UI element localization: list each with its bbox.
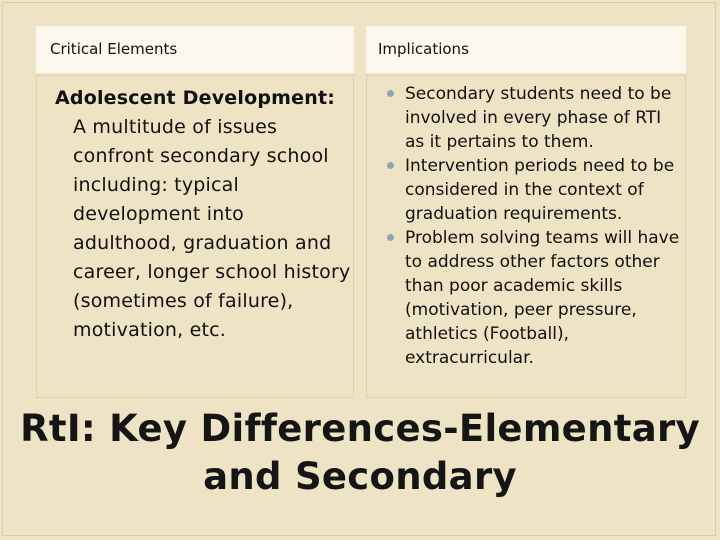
slide-title-line-2: and Secondary xyxy=(203,455,517,498)
implication-item xyxy=(385,226,685,370)
column-header-implications: Implications xyxy=(366,26,686,73)
critical-elements-cell xyxy=(36,75,354,398)
implication-item xyxy=(385,154,685,226)
slide-title-line-1: RtI: Key Differences-Elementary xyxy=(20,407,700,450)
slide-title xyxy=(0,405,720,501)
implications-cell xyxy=(366,75,686,398)
implication-text: Secondary students need to be involved in every phase of RTI as it pertains to them. xyxy=(405,84,672,152)
critical-element-heading: Adolescent Development: xyxy=(55,87,336,109)
critical-elements-text xyxy=(55,84,351,345)
comparison-table xyxy=(36,26,686,398)
implications-list xyxy=(385,82,685,370)
implication-text: Problem solving teams will have to address other factors other than poor academic skills (motivation, peer pressure, athletics (Football), extracurricular. xyxy=(405,228,680,368)
bullet-dot-icon xyxy=(387,90,394,97)
bullet-dot-icon xyxy=(387,162,394,169)
critical-element-description: A multitude of issues confront secondary school including: typical development into adulthood, graduation and career, longer school history (sometimes of failure), motivation, etc. xyxy=(73,116,351,341)
bullet-dot-icon xyxy=(387,234,394,241)
column-header-critical-elements: Critical Elements xyxy=(36,26,354,73)
implication-item xyxy=(385,82,685,154)
implication-text: Intervention periods need to be considered in the context of graduation requirements. xyxy=(405,156,675,224)
